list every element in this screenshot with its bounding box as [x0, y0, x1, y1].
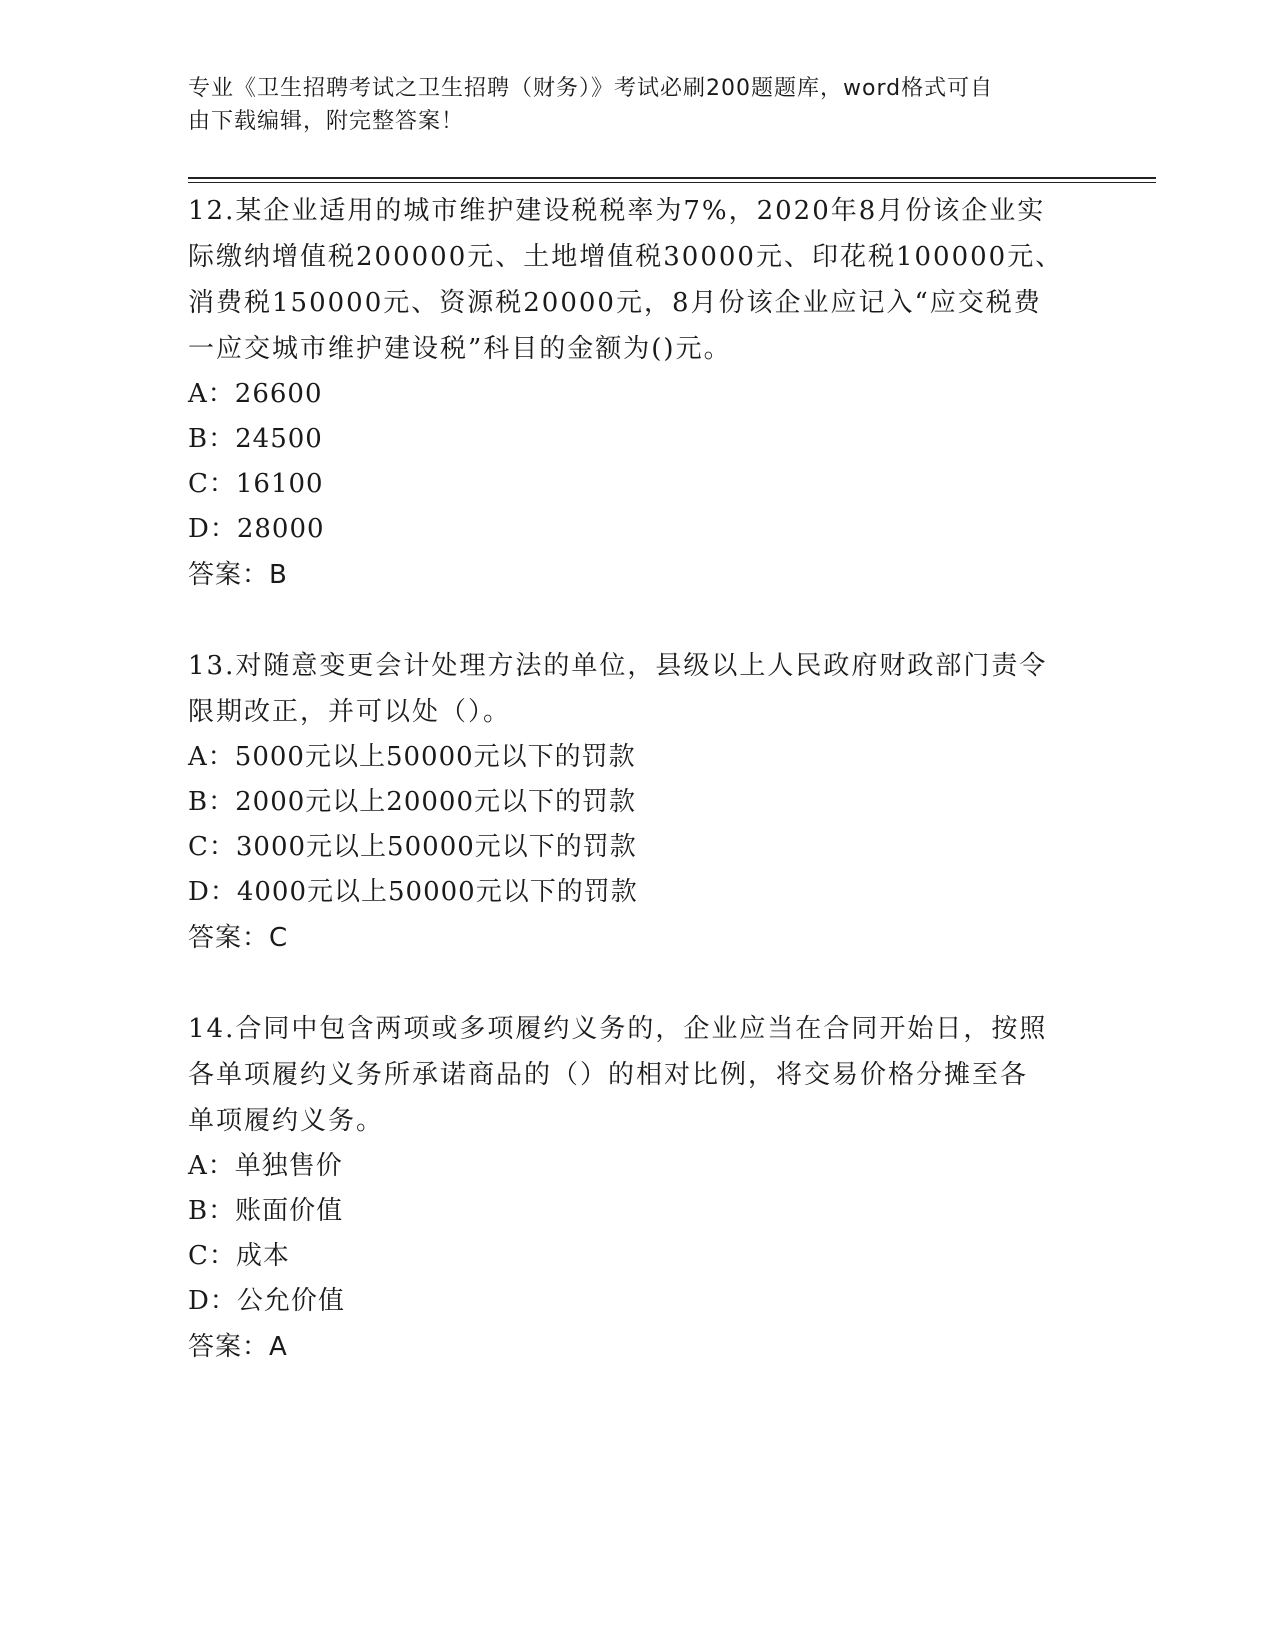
answer: 答案：C [188, 923, 289, 953]
answer: 答案：B [188, 560, 288, 590]
question-stem-line: 12.某企业适用的城市维护建设税税率为7%，2020年8月份该企业实 [188, 196, 1046, 226]
question-stem-line: 13.对随意变更会计处理方法的单位，县级以上人民政府财政部门责令 [188, 651, 1048, 681]
question-stem-line: 14.合同中包含两项或多项履约义务的，企业应当在合同开始日，按照 [188, 1014, 1048, 1044]
question-stem-line: 际缴纳增值税200000元、土地增值税30000元、印花税100000元、 [188, 242, 1064, 272]
question-stem-line: 限期改正，并可以处（）。 [188, 697, 512, 727]
question-12 [188, 188, 1088, 598]
option-c: C：3000元以上50000元以下的罚款 [188, 832, 637, 862]
option-a: A：5000元以上50000元以下的罚款 [188, 742, 636, 772]
question-gap [188, 598, 1088, 643]
question-list [188, 188, 1088, 1370]
option-d: D：4000元以上50000元以下的罚款 [188, 877, 638, 907]
option-b: B：24500 [188, 424, 323, 454]
question-13 [188, 643, 1088, 961]
option-c: C：成本 [188, 1241, 290, 1271]
option-d: D：公允价值 [188, 1286, 345, 1316]
question-stem-line: 各单项履约义务所承诺商品的（）的相对比例，将交易价格分摊至各 [188, 1060, 1029, 1090]
header-divider-thin [188, 182, 1156, 183]
document-header [188, 72, 1068, 138]
answer: 答案：A [188, 1332, 288, 1362]
question-stem-line: 消费税150000元、资源税20000元，8月份该企业应记入“应交税费 [188, 288, 1042, 318]
option-a: A：26600 [188, 379, 323, 409]
question-gap [188, 961, 1088, 1006]
question-stem-line: 单项履约义务。 [188, 1106, 385, 1136]
header-line-2: 由下载编辑，附完整答案！ [188, 109, 465, 134]
header-line-1: 专业《卫生招聘考试之卫生招聘（财务）》考试必刷200题题库，word格式可自 [188, 76, 994, 101]
option-c: C：16100 [188, 469, 324, 499]
question-stem-line: 一应交城市维护建设税”科目的金额为()元。 [188, 334, 732, 364]
question-14 [188, 1006, 1088, 1370]
option-a: A：单独售价 [188, 1151, 343, 1181]
option-d: D：28000 [188, 514, 325, 544]
option-b: B：账面价值 [188, 1196, 344, 1226]
option-b: B：2000元以上20000元以下的罚款 [188, 787, 636, 817]
header-divider-thick [188, 177, 1156, 179]
